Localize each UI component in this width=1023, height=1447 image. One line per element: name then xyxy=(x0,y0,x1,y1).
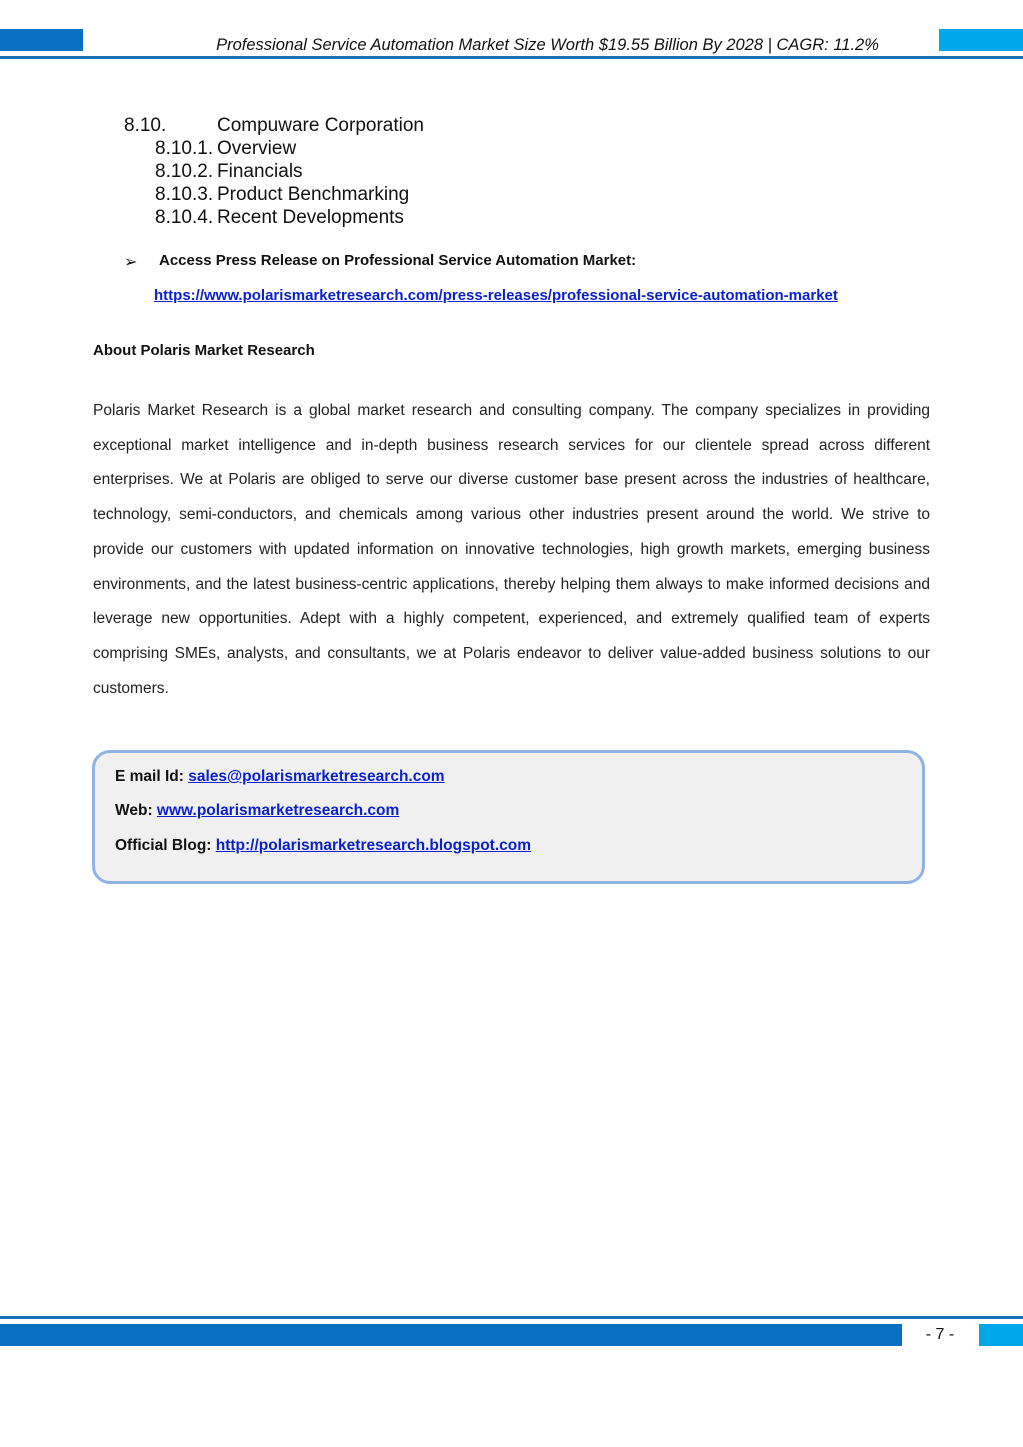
toc-section-number: 8.10. xyxy=(124,115,167,136)
toc-section-title: Compuware Corporation xyxy=(217,115,424,136)
about-heading: About Polaris Market Research xyxy=(93,342,315,359)
header-accent-right xyxy=(939,29,1023,51)
toc-item-title: Recent Developments xyxy=(217,207,404,228)
contact-email-row xyxy=(115,768,445,786)
arrow-bullet-icon: ➢ xyxy=(124,254,138,271)
web-label: Web: xyxy=(115,802,153,819)
toc-item-title: Overview xyxy=(217,138,297,159)
page-number: - 7 - xyxy=(925,1326,955,1343)
email-label: E mail Id: xyxy=(115,768,184,785)
about-paragraph: Polaris Market Research is a global market research and consulting company. The company specializes in providing exceptional market intelligence and in-depth business research services for our clientele spread across different enterprises. We at Polaris are obliged to serve our diverse customer base present across the industries of healthcare, technology, semi-conductors, and chemicals among various other industries present around the world. We strive to provide our customers with updated information on innovative technologies, high growth markets, emerging business environments, and the latest business-centric applications, thereby helping them always to make informed decisions and leverage new opportunities. Adept with a highly competent, experienced, and extremely qualified team of experts comprising SMEs, analysts, and consultants, we at Polaris endeavor to deliver value-added business solutions to our customers. xyxy=(93,402,930,697)
toc-item-title: Financials xyxy=(217,161,303,182)
contact-blog-row xyxy=(115,837,531,855)
web-link[interactable]: www.polarismarketresearch.com xyxy=(156,802,400,819)
press-release-link[interactable]: https://www.polarismarketresearch.com/press-releases/professional-service-automation-market xyxy=(154,287,838,304)
footer-accent-right xyxy=(979,1324,1023,1346)
toc-item-number: 8.10.4. xyxy=(155,207,214,228)
toc-item-title: Product Benchmarking xyxy=(217,184,410,205)
toc-item-number: 8.10.2. xyxy=(155,161,214,182)
footer-rule xyxy=(0,1316,1023,1319)
footer-accent-bar xyxy=(0,1324,902,1346)
blog-label: Official Blog: xyxy=(115,837,212,854)
contact-web-row xyxy=(115,802,399,820)
access-press-release-label: Access Press Release on Professional Service Automation Market: xyxy=(159,252,637,269)
toc-item-number: 8.10.1. xyxy=(155,138,214,159)
blog-link[interactable]: http://polarismarketresearch.blogspot.com xyxy=(215,837,532,854)
header-title: Professional Service Automation Market Size Worth $19.55 Billion By 2028 | CAGR: 11.2% xyxy=(216,36,879,54)
header-rule xyxy=(0,56,1023,59)
email-link[interactable]: sales@polarismarketresearch.com xyxy=(188,768,445,785)
toc-item-number: 8.10.3. xyxy=(155,184,214,205)
contact-box xyxy=(92,750,925,884)
